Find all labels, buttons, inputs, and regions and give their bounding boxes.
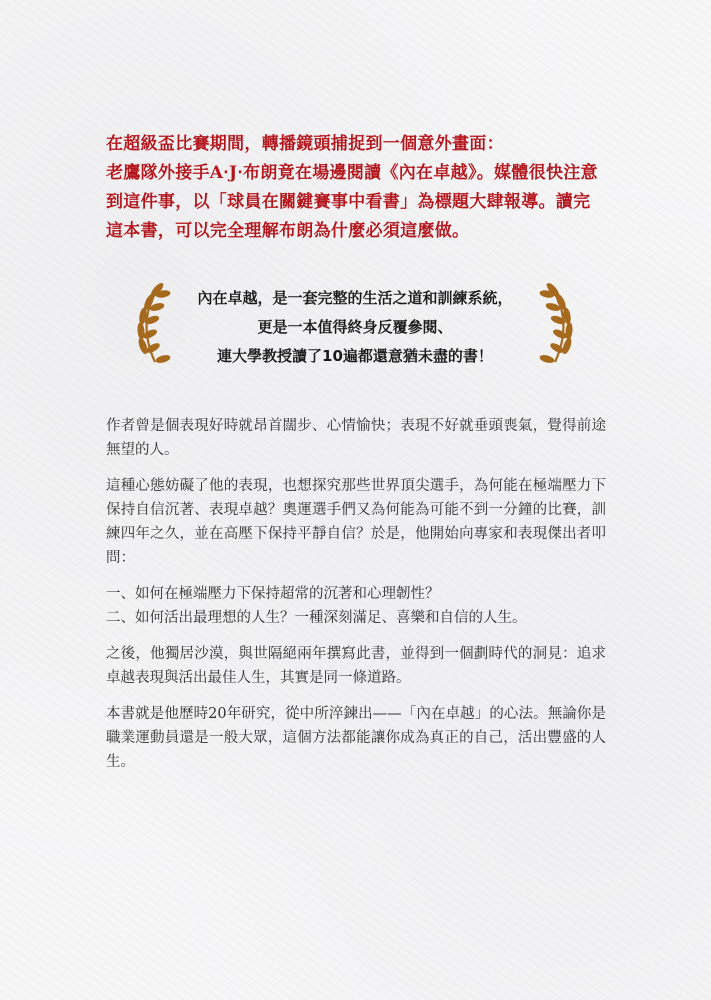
quote-line-3: 連大學教授讀了10遍都還意猶未盡的書！ bbox=[217, 347, 493, 365]
quote-line-1: 內在卓越，是一套完整的生活之道和訓練系統， bbox=[197, 289, 513, 307]
pull-quote bbox=[125, 280, 585, 372]
paragraph-author-background: 作者曾是個表現好時就昂首闊步、心情愉快；表現不好就垂頭喪氣，覺得前途無望的人。 bbox=[106, 418, 606, 458]
paragraph-insight: 之後，他獨居沙漠，與世隔絕兩年撰寫此書，並得到一個劃時代的洞見：追求卓越表現與活出最佳人生，其實是同一條道路。 bbox=[106, 646, 606, 686]
body-text bbox=[106, 414, 606, 774]
quote-line-2: 更是一本值得終身反覆參閱、 bbox=[257, 318, 453, 336]
intro-highlight bbox=[106, 130, 606, 246]
laurel-right-icon bbox=[537, 280, 577, 365]
pull-quote-text bbox=[165, 284, 545, 371]
intro-line-1: 在超級盃比賽期間，轉播鏡頭捕捉到一個意外畫面： bbox=[106, 134, 504, 154]
intro-line-2: 老鷹隊外接手A‧J‧布朗竟在場邊閱讀《內在卓越》。媒體很快注意到這件事，以「球員在關鍵賽事中看書」為標題大肆報導。讀完這本書，可以完全理解布朗為什麼必須這麼做。 bbox=[106, 163, 598, 241]
paragraph-inquiry: 這種心態妨礙了他的表現，也想探究那些世界頂尖選手，為何能在極端壓力下保持自信沉著、表現卓越？奧運選手們又為何能為可能不到一分鐘的比賽，訓練四年之久，並在高壓下保持平靜自信？於是，他開始向專家和表現傑出者叩問： bbox=[106, 478, 606, 566]
question-item-1: 一、如何在極端壓力下保持超常的沉著和心理韌性？ bbox=[106, 586, 440, 602]
question-item-2: 二、如何活出最理想的人生？一種深刻滿足、喜樂和自信的人生。 bbox=[106, 610, 527, 626]
paragraph-conclusion: 本書就是他歷時20年研究，從中所淬鍊出——「內在卓越」的心法。無論你是職業運動員還是一般大眾，這個方法都能讓你成為真正的自己，活出豐盛的人生。 bbox=[106, 706, 606, 770]
question-list bbox=[106, 582, 606, 630]
